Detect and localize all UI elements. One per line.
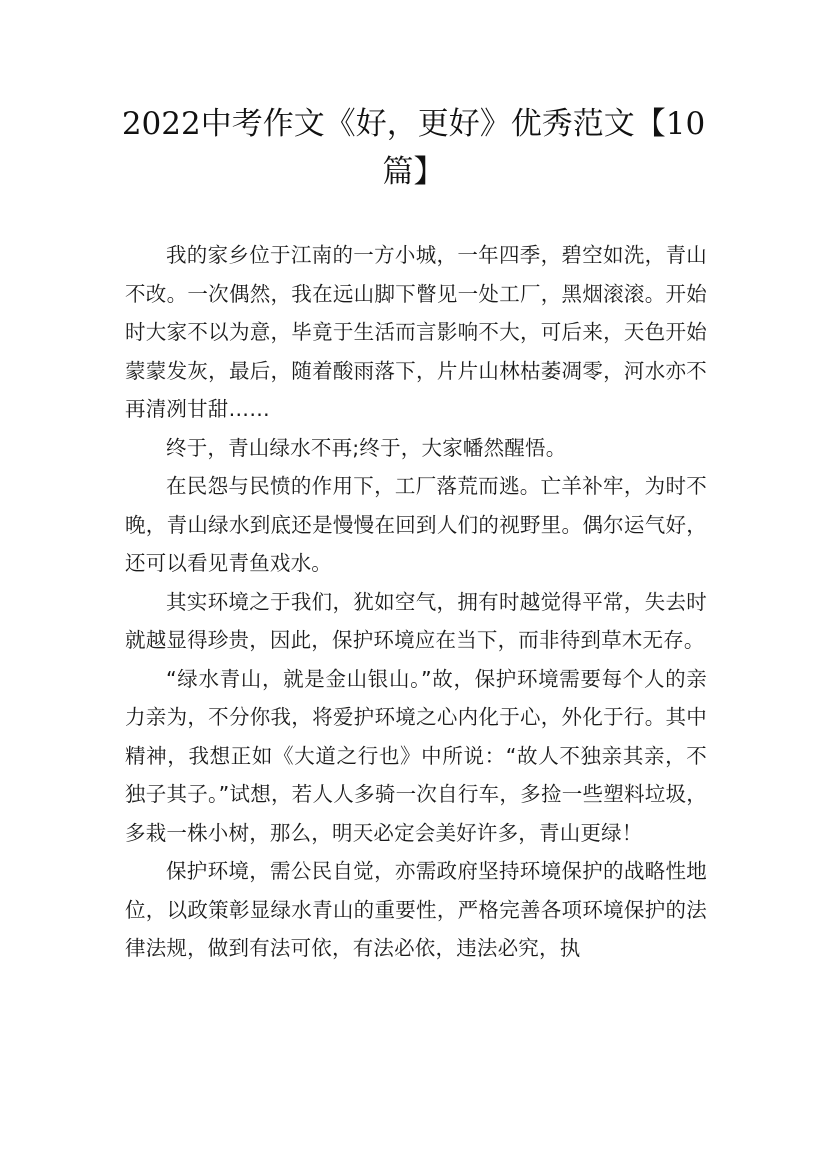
- document-body: [125, 236, 707, 968]
- paragraph: 在民怨与民愤的作用下，工厂落荒而逃。亡羊补牢，为时不晚，青山绿水到底还是慢慢在回到人们的视野里。偶尔运气好，还可以看见青鱼戏水。: [125, 474, 707, 575]
- paragraph: “绿水青山，就是金山银山。”故，保护环境需要每个人的亲力亲为，不分你我，将爱护环境之心内化于心，外化于行。其中精神，我想正如《大道之行也》中所说：“故人不独亲其亲，不独子其子。”试想，若人人多骑一次自行车，多捡一些塑料垃圾，多栽一株小树，那么，明天必定会美好许多，青山更绿！: [125, 666, 707, 845]
- paragraph: 其实环境之于我们，犹如空气，拥有时越觉得平常，失去时就越显得珍贵，因此，保护环境应在当下，而非待到草木无存。: [125, 589, 707, 652]
- paragraph: 终于，青山绿水不再;终于，大家幡然醒悟。: [166, 435, 567, 460]
- paragraph: 我的家乡位于江南的一方小城，一年四季，碧空如洗，青山不改。一次偶然，我在远山脚下瞥见一处工厂，黑烟滚滚。开始时大家不以为意，毕竟于生活而言影响不大，可后来，天色开始蒙蒙发灰，最后，随着酸雨落下，片片山林枯萎凋零，河水亦不再清冽甘甜……: [125, 243, 707, 421]
- paragraph: 保护环境，需公民自觉，亦需政府坚持环境保护的战略性地位，以政策彰显绿水青山的重要性，严格完善各项环境保护的法律法规，做到有法可依，有法必依，违法必究，执: [125, 859, 707, 960]
- document-title: 2022中考作文《好，更好》优秀范文【10篇】: [121, 106, 706, 190]
